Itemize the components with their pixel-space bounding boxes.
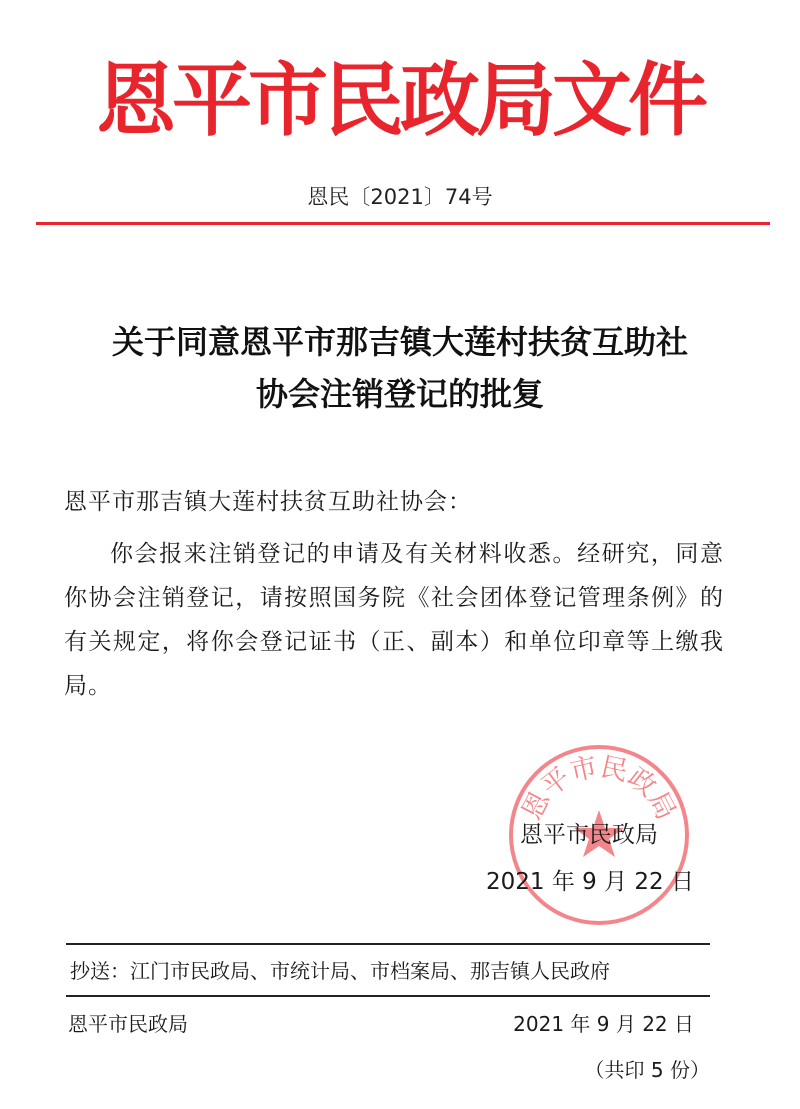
seal-text: 恩平市民政局 (516, 751, 682, 825)
document-header-title: 恩平市民政局文件 (96, 53, 704, 147)
document-number: 恩民〔2021〕74号 (307, 185, 493, 209)
letter-body: 你会报来注销登记的申请及有关材料收悉。经研究，同意你协会注销登记，请按照国务院《社会团体登记管理条例》的有关规定，将你会登记证书（正、副本）和单位印章等上缴我局。 (64, 541, 724, 699)
copies-count: （共印 5 份） (584, 1058, 710, 1082)
header-red-divider (36, 222, 770, 225)
addressee: 恩平市那吉镇大莲村扶贫互助社协会： (64, 489, 472, 515)
footer-middle-rule (66, 995, 710, 997)
footer-issuer: 恩平市民政局 (68, 1012, 188, 1036)
subject-title-line-1: 关于同意恩平市那吉镇大莲村扶贫互助社 (111, 323, 688, 361)
cc-recipients: 抄送：江门市民政局、市统计局、市档案局、那吉镇人民政府 (70, 959, 610, 983)
signer-name: 恩平市民政局 (520, 822, 658, 848)
subject-title (60, 316, 740, 420)
footer-issue-date: 2021 年 9 月 22 日 (513, 1012, 694, 1036)
subject-title-line-2: 协会注销登记的批复 (255, 375, 544, 413)
signature-date: 2021 年 9 月 22 日 (486, 869, 694, 895)
footer-top-rule (66, 943, 710, 945)
